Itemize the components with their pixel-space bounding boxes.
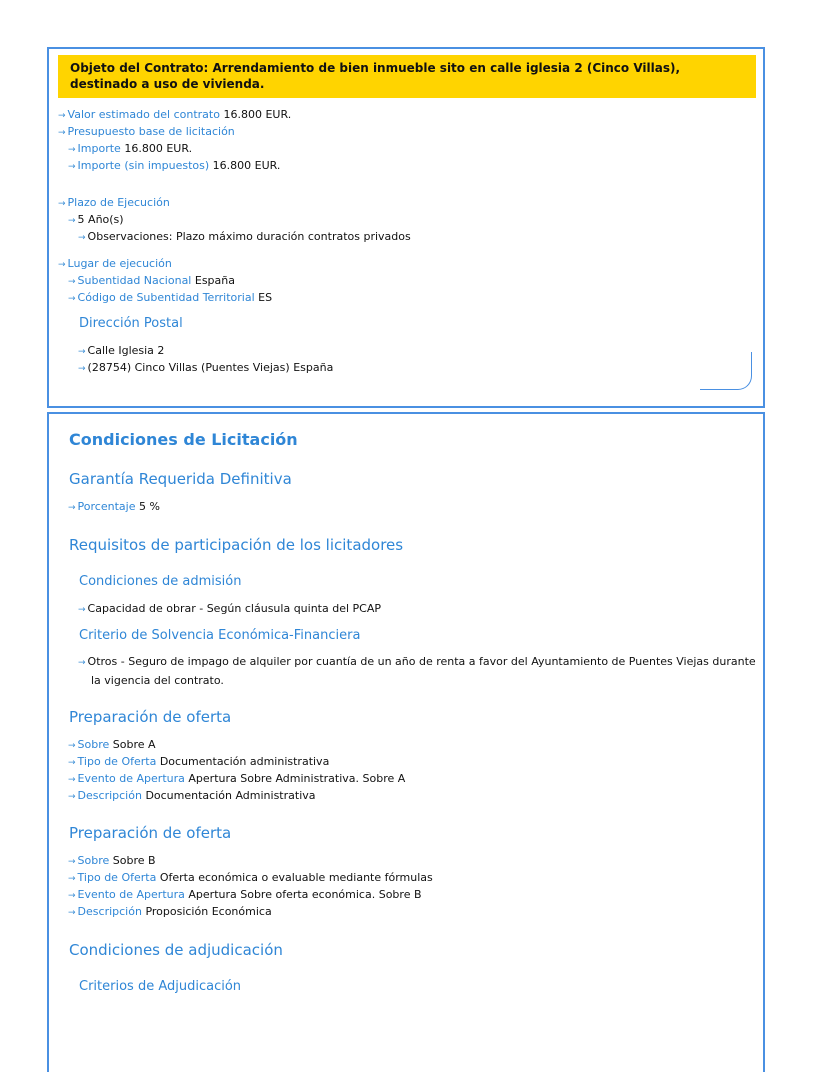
requisitos-heading: Requisitos de participación de los licitadores (69, 536, 404, 554)
arrow-icon: → (58, 199, 66, 209)
arrow-icon: → (78, 658, 86, 668)
admision-item: Capacidad de obrar - Según cláusula quinta del PCAP (87, 602, 381, 615)
lugar-label[interactable]: Lugar de ejecución (67, 257, 172, 270)
arrow-icon: → (68, 891, 76, 901)
arrow-icon: → (58, 260, 66, 270)
contract-summary-panel (47, 47, 765, 408)
adjudicacion-heading: Condiciones de adjudicación (69, 941, 283, 959)
solvencia-item: Otros - Seguro de impago de alquiler por cuantía de un año de renta a favor del Ayuntamiento de Puentes Viejas durante la vigencia del contrato. (87, 655, 756, 687)
admision-heading: Condiciones de admisión (79, 574, 242, 589)
arrow-icon: → (68, 741, 76, 751)
arrow-icon: → (78, 605, 86, 615)
sobre-value: Sobre A (112, 738, 156, 751)
porcentaje-row (68, 500, 160, 515)
solvencia-item-row (78, 653, 758, 689)
descripcion-value: Proposición Económica (145, 905, 272, 918)
arrow-icon: → (78, 347, 86, 357)
oferta-a-sobre-row (68, 738, 156, 753)
conditions-title: Condiciones de Licitación (69, 430, 298, 449)
descripcion-label[interactable]: Descripción (77, 789, 142, 802)
importe-sin-value: 16.800 EUR. (212, 159, 281, 172)
arrow-icon: → (68, 216, 76, 226)
plazo-row (58, 196, 170, 211)
solvencia-heading: Criterio de Solvencia Económica-Financiera (79, 628, 361, 643)
evento-apertura-value: Apertura Sobre Administrativa. Sobre A (188, 772, 406, 785)
arrow-icon: → (68, 162, 76, 172)
valor-estimado-value: 16.800 EUR. (223, 108, 292, 121)
plazo-value: 5 Año(s) (77, 213, 124, 226)
importe-sin-label[interactable]: Importe (sin impuestos) (77, 159, 210, 172)
valor-estimado-label[interactable]: Valor estimado del contrato (67, 108, 220, 121)
codigo-value: ES (258, 291, 273, 304)
arrow-icon: → (58, 128, 66, 138)
direccion-line2: (28754) Cinco Villas (Puentes Viejas) España (87, 361, 334, 374)
oferta-a-descripcion-row (68, 789, 316, 804)
arrow-icon: → (78, 233, 86, 243)
oferta-b-sobre-row (68, 854, 156, 869)
direccion-line2-row (78, 361, 333, 376)
arrow-icon: → (68, 277, 76, 287)
descripcion-value: Documentación Administrativa (145, 789, 316, 802)
contract-object-banner: Objeto del Contrato: Arrendamiento de bien inmueble sito en calle iglesia 2 (Cinco Villas), destinado a uso de vivienda. (58, 55, 756, 98)
importe-sin-row (68, 159, 280, 174)
porcentaje-value: 5 % (138, 500, 160, 513)
presupuesto-row (58, 125, 235, 140)
valor-estimado-row (58, 108, 291, 123)
evento-apertura-label[interactable]: Evento de Apertura (77, 772, 185, 785)
codigo-label[interactable]: Código de Subentidad Territorial (77, 291, 255, 304)
arrow-icon: → (68, 294, 76, 304)
sobre-label[interactable]: Sobre (77, 738, 110, 751)
tipo-oferta-value: Oferta económica o evaluable mediante fórmulas (159, 871, 433, 884)
lugar-row (58, 257, 172, 272)
arrow-icon: → (68, 857, 76, 867)
oferta-b-tipo-row (68, 871, 433, 886)
descripcion-label[interactable]: Descripción (77, 905, 142, 918)
arrow-icon: → (68, 908, 76, 918)
plazo-label[interactable]: Plazo de Ejecución (67, 196, 170, 209)
oferta-a-evento-row (68, 772, 405, 787)
plazo-observaciones: Observaciones: Plazo máximo duración contratos privados (87, 230, 411, 243)
arrow-icon: → (68, 503, 76, 513)
oferta-b-heading: Preparación de oferta (69, 824, 232, 842)
arrow-icon: → (78, 364, 86, 374)
oferta-a-tipo-row (68, 755, 329, 770)
arrow-icon: → (68, 792, 76, 802)
rounded-corner-decoration (700, 352, 752, 390)
sobre-label[interactable]: Sobre (77, 854, 110, 867)
conditions-panel (47, 412, 765, 1072)
subentidad-row (68, 274, 235, 289)
direccion-heading: Dirección Postal (79, 316, 183, 331)
porcentaje-label[interactable]: Porcentaje (77, 500, 136, 513)
garantia-heading: Garantía Requerida Definitiva (69, 470, 292, 488)
arrow-icon: → (68, 758, 76, 768)
sobre-value: Sobre B (112, 854, 156, 867)
oferta-b-descripcion-row (68, 905, 272, 920)
importe-row (68, 142, 192, 157)
direccion-line1: Calle Iglesia 2 (87, 344, 165, 357)
tipo-oferta-label[interactable]: Tipo de Oferta (77, 871, 157, 884)
tipo-oferta-label[interactable]: Tipo de Oferta (77, 755, 157, 768)
criterios-heading: Criterios de Adjudicación (79, 979, 242, 994)
tipo-oferta-value: Documentación administrativa (159, 755, 330, 768)
plazo-value-row (68, 213, 124, 228)
plazo-obs-row (78, 230, 411, 245)
oferta-a-heading: Preparación de oferta (69, 708, 232, 726)
presupuesto-label[interactable]: Presupuesto base de licitación (67, 125, 235, 138)
evento-apertura-label[interactable]: Evento de Apertura (77, 888, 185, 901)
importe-value: 16.800 EUR. (124, 142, 193, 155)
importe-label[interactable]: Importe (77, 142, 121, 155)
codigo-row (68, 291, 272, 306)
oferta-b-evento-row (68, 888, 422, 903)
subentidad-label[interactable]: Subentidad Nacional (77, 274, 192, 287)
arrow-icon: → (68, 874, 76, 884)
direccion-line1-row (78, 344, 164, 359)
arrow-icon: → (58, 111, 66, 121)
admision-item-row (78, 602, 381, 617)
arrow-icon: → (68, 775, 76, 785)
subentidad-value: España (194, 274, 235, 287)
evento-apertura-value: Apertura Sobre oferta económica. Sobre B (188, 888, 422, 901)
arrow-icon: → (68, 145, 76, 155)
